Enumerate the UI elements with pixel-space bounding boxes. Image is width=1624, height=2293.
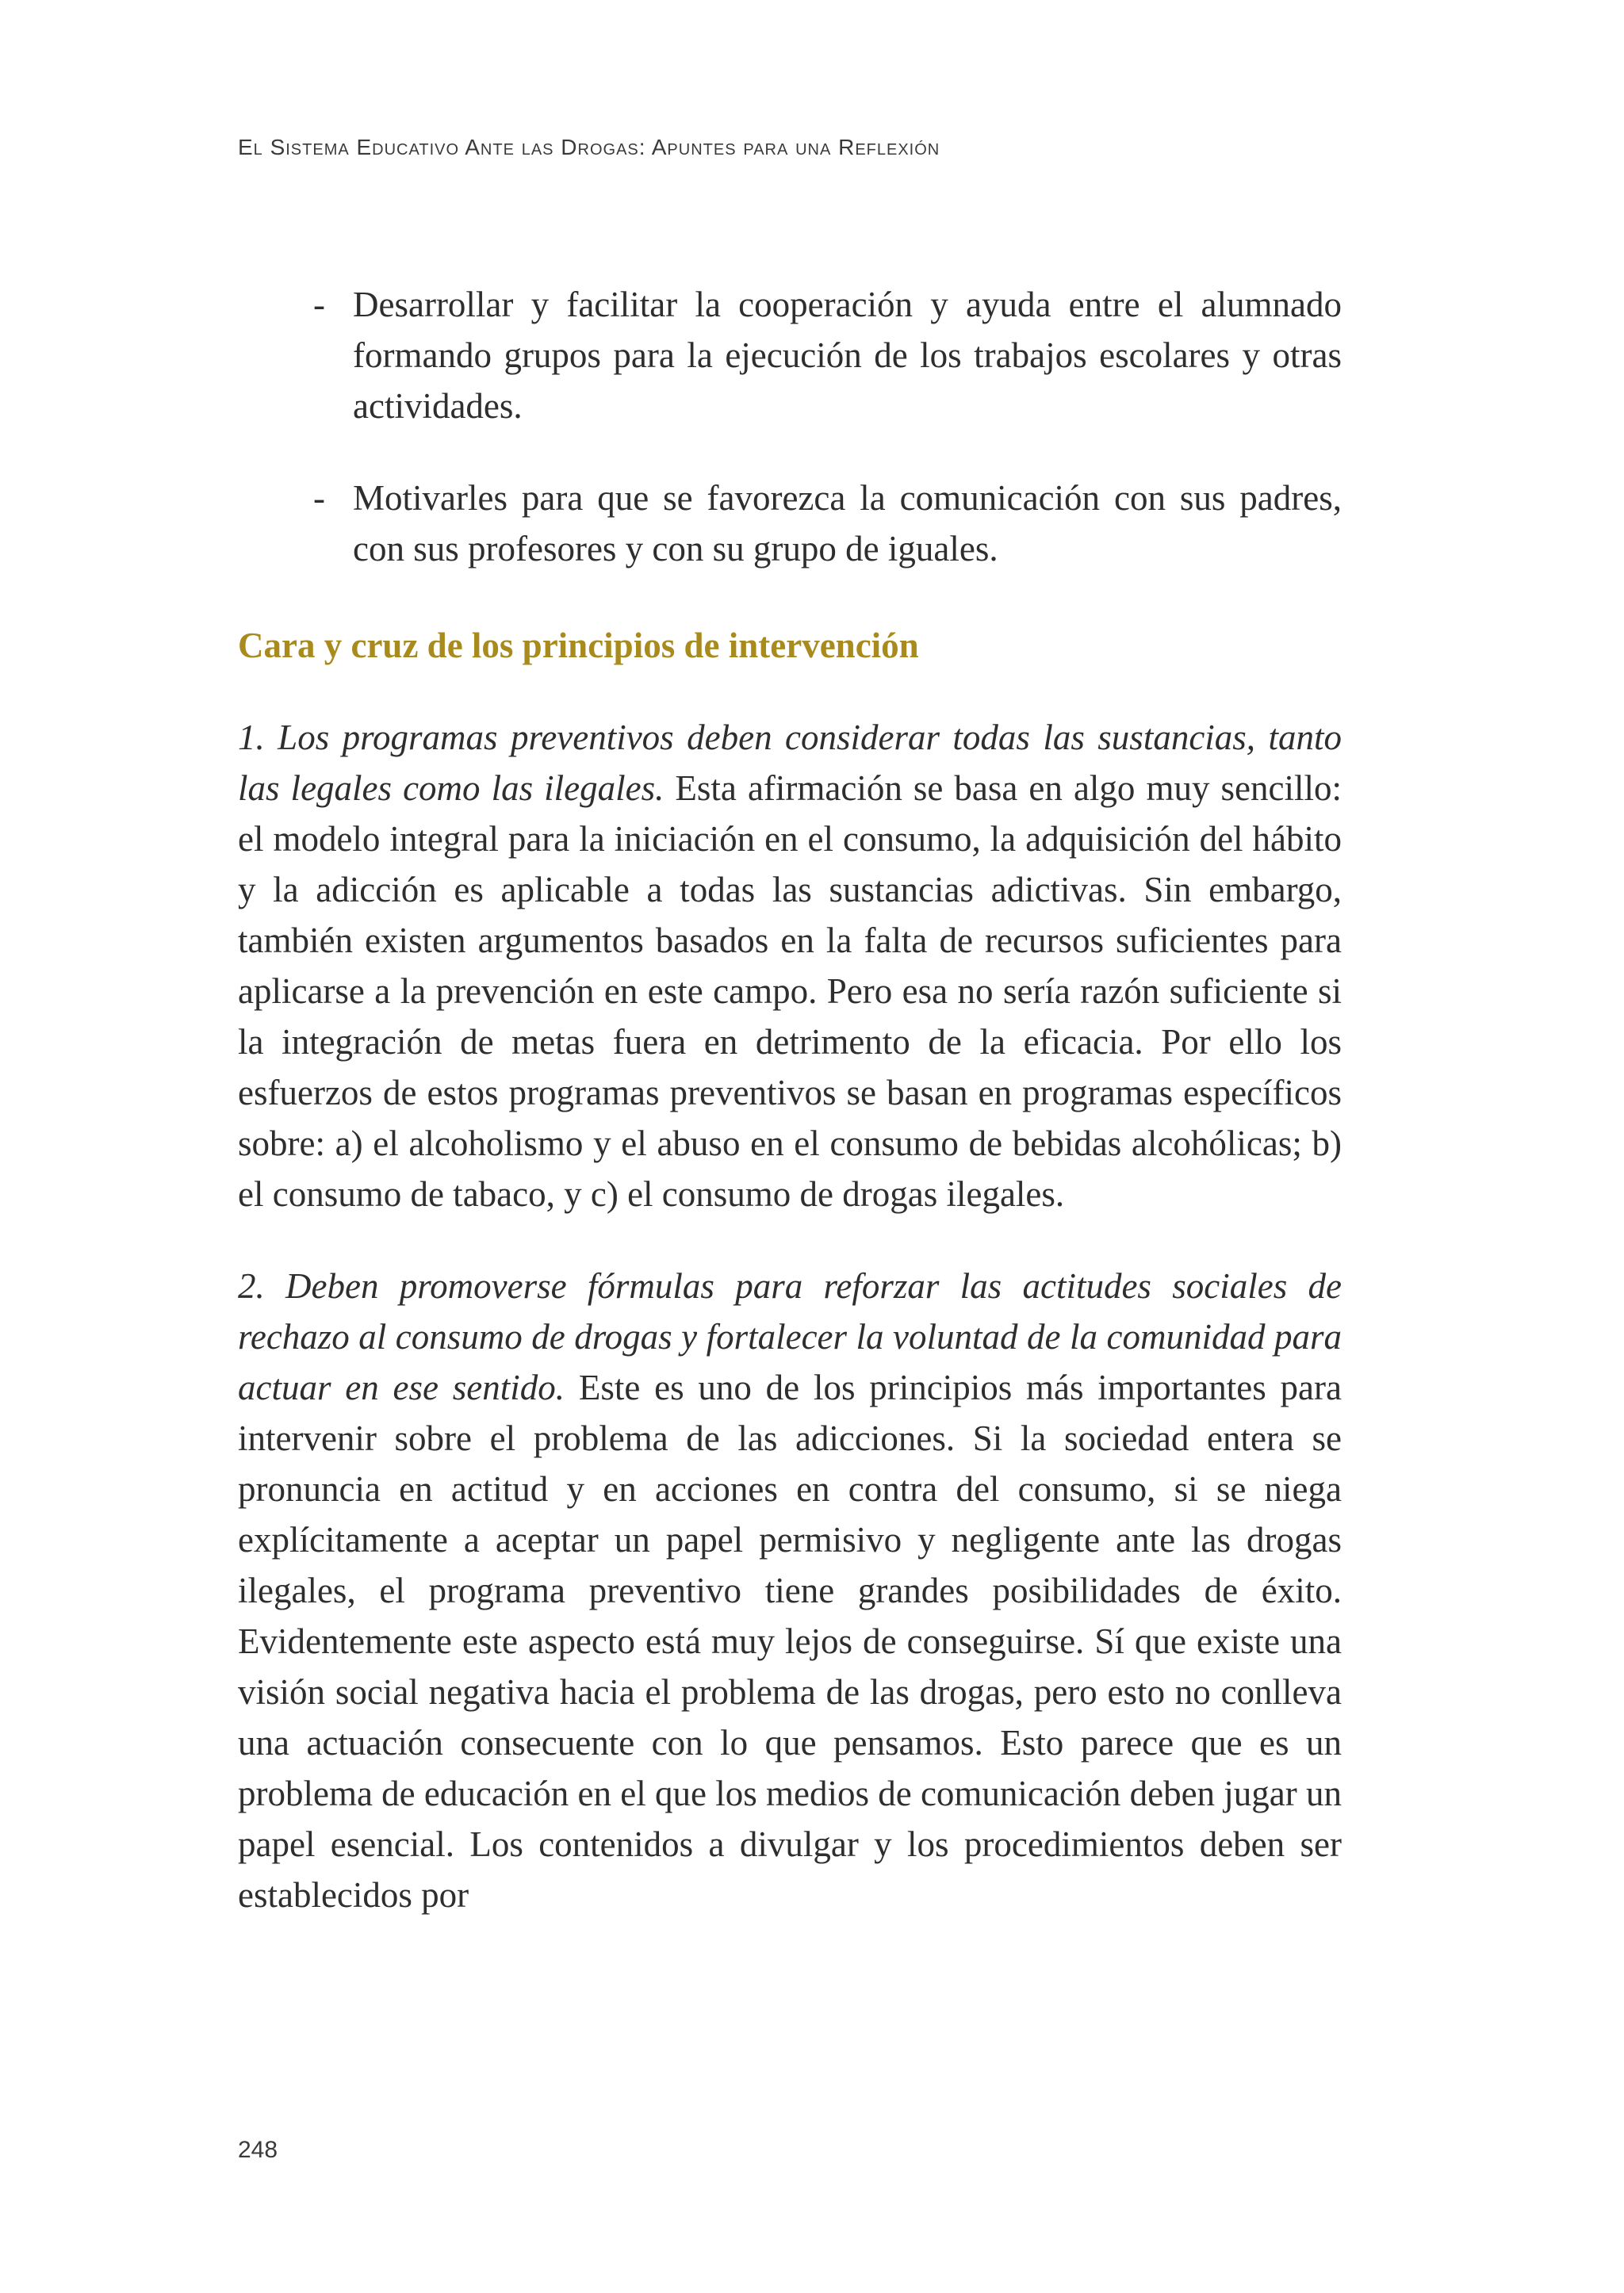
bullet-dash: - bbox=[313, 285, 325, 324]
paragraph-lead: 2. Deben promoverse fórmulas para reforzar las actitudes sociales de rechazo al consumo de drogas y fortalecer la voluntad de la comunidad para actuar en ese sentido. bbox=[238, 1266, 1342, 1407]
paragraph-principle-1 bbox=[238, 712, 1342, 1219]
bullet-dash: - bbox=[313, 478, 325, 518]
page-body bbox=[238, 279, 1342, 1920]
paragraph-lead: 1. Los programas preventivos deben considerar todas las sustancias, tanto las legales como las ilegales. bbox=[238, 718, 1342, 808]
paragraph-body: Este es uno de los principios más importantes para intervenir sobre el problema de las adicciones. Si la sociedad entera se pronuncia en actitud y en acciones en contra del consumo, si se niega explícitamente a aceptar un papel permisivo y negligente ante las drogas ilegales, el programa preventivo tiene grandes posibilidades de éxito. Evidentemente este aspecto está muy lejos de conseguirse. Sí que existe una visión social negativa hacia el problema de las drogas, pero esto no conlleva una actuación consecuente con lo que pensamos. Esto parece que es un problema de educación en el que los medios de comunicación deben jugar un papel esencial. Los contenidos a divulgar y los procedimientos deben ser establecidos por bbox=[238, 1368, 1342, 1915]
section-heading: Cara y cruz de los principios de intervención bbox=[238, 626, 919, 665]
running-header: El Sistema Educativo Ante las Drogas: Apuntes para una Reflexión bbox=[238, 135, 940, 159]
bullet-item-communication bbox=[238, 473, 1342, 574]
bullet-list bbox=[238, 279, 1342, 574]
bullet-item-cooperation bbox=[238, 279, 1342, 431]
bullet-text: Motivarles para que se favorezca la comunicación con sus padres, con sus profesores y con su grupo de iguales. bbox=[353, 478, 1342, 568]
paragraph-principle-2 bbox=[238, 1261, 1342, 1920]
page-number: 248 bbox=[238, 2137, 278, 2163]
paragraph-body: Esta afirmación se basa en algo muy sencillo: el modelo integral para la iniciación en el consumo, la adquisición del hábito y la adicción es aplicable a todas las sustancias adictivas. Sin embargo, también existen argumentos basados en la falta de recursos suficientes para aplicarse a la prevención en este campo. Pero esa no sería razón suficiente si la integración de metas fuera en detrimento de la eficacia. Por ello los esfuerzos de estos programas preventivos se basan en programas específicos sobre: a) el alcoholismo y el abuso en el consumo de bebidas alcohólicas; b) el consumo de tabaco, y c) el consumo de drogas ilegales. bbox=[238, 768, 1342, 1214]
bullet-text: Desarrollar y facilitar la cooperación y ayuda entre el alumnado formando grupos para la ejecución de los trabajos escolares y otras actividades. bbox=[353, 285, 1342, 426]
